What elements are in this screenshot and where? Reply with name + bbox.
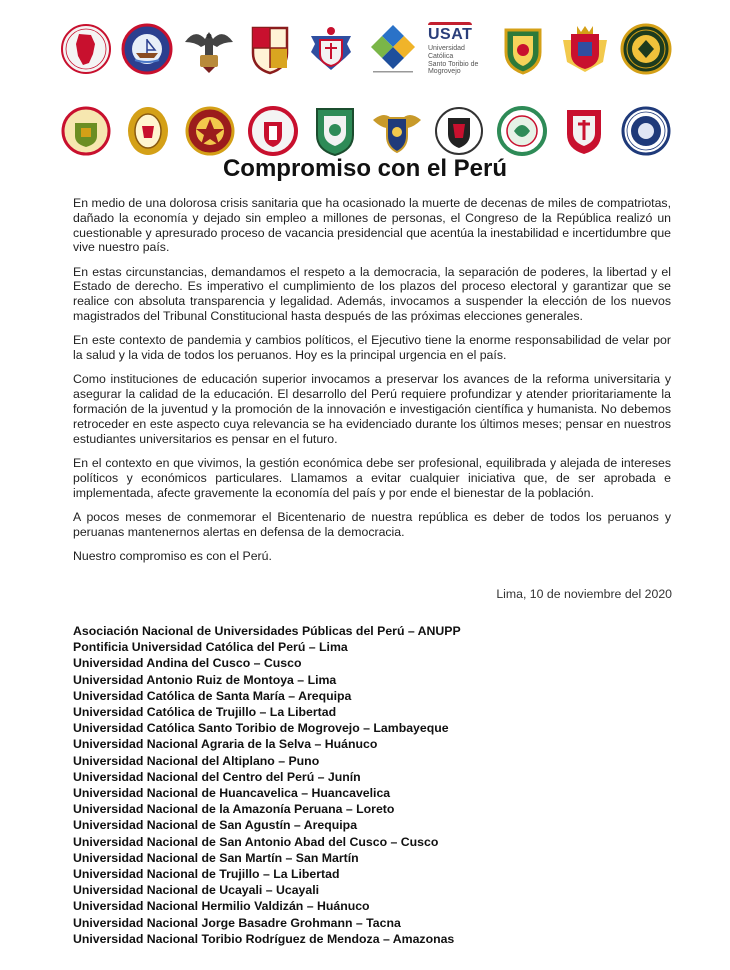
signatory-item: Universidad Nacional de Ucayali – Ucayali <box>73 883 320 898</box>
date-line: Lima, 10 de noviembre del 2020 <box>496 587 672 601</box>
signatory-item: Universidad Nacional de Trujillo – La Libertad <box>73 867 340 882</box>
anchor-ship-seal-icon <box>121 22 173 76</box>
black-shield-icon <box>433 104 485 158</box>
signatory-item: Universidad Nacional Hermilio Valdizán – Huánuco <box>73 899 370 914</box>
usat-arc-icon <box>428 22 472 25</box>
red-seal-icon <box>247 104 299 158</box>
signatory-item: Universidad Nacional de San Martín – San Martín <box>73 850 359 865</box>
statement-body <box>73 196 671 573</box>
signatory-item: Universidad Católica de Trujillo – La Libertad <box>73 705 337 720</box>
signatory-item: Universidad Antonio Ruiz de Montoya – Lima <box>73 672 337 687</box>
logo-banner <box>60 18 672 162</box>
signatory-item: Universidad Católica de Santa María – Arequipa <box>73 688 352 703</box>
paragraph: En medio de una dolorosa crisis sanitaria que ha ocasionado la muerte de decenas de miles de compatriotas, dañado la economía y dejado sin empleo a millones de personas, el Congreso de la República realizó un cuestionable y apresurado proceso de vacancia presidencial que acentúa la inestabilidad e incertidumbre que vive nuestro país. <box>73 196 671 255</box>
red-shield-icon <box>558 104 610 158</box>
paragraph: Como instituciones de educación superior invocamos a preservar los avances de la reforma universitaria y asegurar la calidad de la educación. El desarrollo del Perú requiere profundizar y atender prioritariamente la formación de la juventud y la promoción de la innovación e investigación científica y humanista. No debemos retroceder en este aspecto cuya relevancia se ha evidenciado durante los últimos meses; pensar en nuestros estudiantes universitarios es pensar en el futuro. <box>73 372 671 446</box>
signatory-item: Universidad Católica Santo Toribio de Mogrovejo – Lambayeque <box>73 721 449 736</box>
signatory-item: Asociación Nacional de Universidades Públicas del Perú – ANUPP <box>73 624 461 638</box>
peru-map-seal-icon <box>60 22 112 76</box>
signatory-item: Universidad Nacional Toribio Rodríguez de Mendoza – Amazonas <box>73 931 455 946</box>
usat-logo-name: USAT <box>427 25 473 43</box>
red-gold-seal-icon <box>184 104 236 158</box>
signatory-list <box>73 623 673 947</box>
coat-of-arms-icon <box>559 22 611 76</box>
signatory-item: Universidad Nacional de San Agustín – Arequipa <box>73 818 358 833</box>
green-wreath-seal-icon <box>496 104 548 158</box>
gold-crest-icon <box>497 22 549 76</box>
signatory-item: Universidad Nacional de San Antonio Abad del Cusco – Cusco <box>73 834 439 849</box>
logo-row-1 <box>60 18 672 80</box>
logo-row-2 <box>60 100 672 162</box>
signatory-item: Universidad Nacional Jorge Basadre Grohmann – Tacna <box>73 915 401 930</box>
signatory-item: Universidad Nacional de la Amazonía Peruana – Loreto <box>73 802 395 817</box>
paragraph: A pocos meses de conmemorar el Bicentenario de nuestra república es deber de todos los peruanos y peruanas mantenernos alertas en defensa de la democracia. <box>73 509 671 539</box>
paragraph: Nuestro compromiso es con el Perú. <box>73 548 272 563</box>
paragraph: En estas circunstancias, demandamos el respeto a la democracia, la separación de poderes, la libertad y el Estado de derecho. Es imperativo el cumplimiento de los plazos del proceso electoral y garantizar que se realice con absoluta transparencia y legalidad. Además, invocamos a suspender la elección de los nuevos magistrados del Tribunal Constitucional hasta después de las próximas elecciones generales. <box>73 264 671 324</box>
usat-logo-subtitle-1: Universidad Católica <box>427 45 465 61</box>
signatory-item: Universidad Nacional Agraria de la Selva – Huánuco <box>73 737 378 752</box>
university-seal-icon <box>60 104 112 158</box>
signatory-item: Universidad Nacional de Huancavelica – Huancavelica <box>73 786 391 801</box>
paragraph: En el contexto en que vivimos, la gestión económica debe ser profesional, equilibrada y alejada de intereses políticos y económicos particulares. Llamamos a evitar cualquier iniciativa que, de ser aprobada e implementada, afecte gravemente la economía del país y por ende el bienestar de la población. <box>73 455 671 500</box>
diamond-geometric-logo-icon <box>367 22 419 76</box>
shield-crest-icon <box>244 22 296 76</box>
eagle-crest-icon <box>183 22 235 76</box>
paragraph: En este contexto de pandemia y cambios políticos, el Ejecutivo tiene la enorme responsabilidad de velar por la salud y la vida de todos los peruanos. Hoy es la principal urgencia en el país. <box>73 333 671 363</box>
green-shield-icon <box>309 104 361 158</box>
usat-logo <box>428 22 488 76</box>
blue-seal-icon <box>620 104 672 158</box>
signatory-item: Universidad Nacional del Centro del Perú – Junín <box>73 769 361 784</box>
page-title: Compromiso con el Perú <box>222 155 508 182</box>
gold-seal-icon <box>620 22 672 76</box>
gold-oval-seal-icon <box>122 104 174 158</box>
signatory-item: Universidad Nacional del Altiplano – Puno <box>73 753 320 768</box>
usat-logo-subtitle-2: Santo Toribio de Mogrovejo <box>427 60 479 76</box>
signatory-item: Pontificia Universidad Católica del Perú – Lima <box>73 640 348 655</box>
winged-crest-icon <box>371 104 423 158</box>
ornate-coat-of-arms-icon <box>305 22 357 76</box>
signatory-item: Universidad Andina del Cusco – Cusco <box>73 656 302 671</box>
